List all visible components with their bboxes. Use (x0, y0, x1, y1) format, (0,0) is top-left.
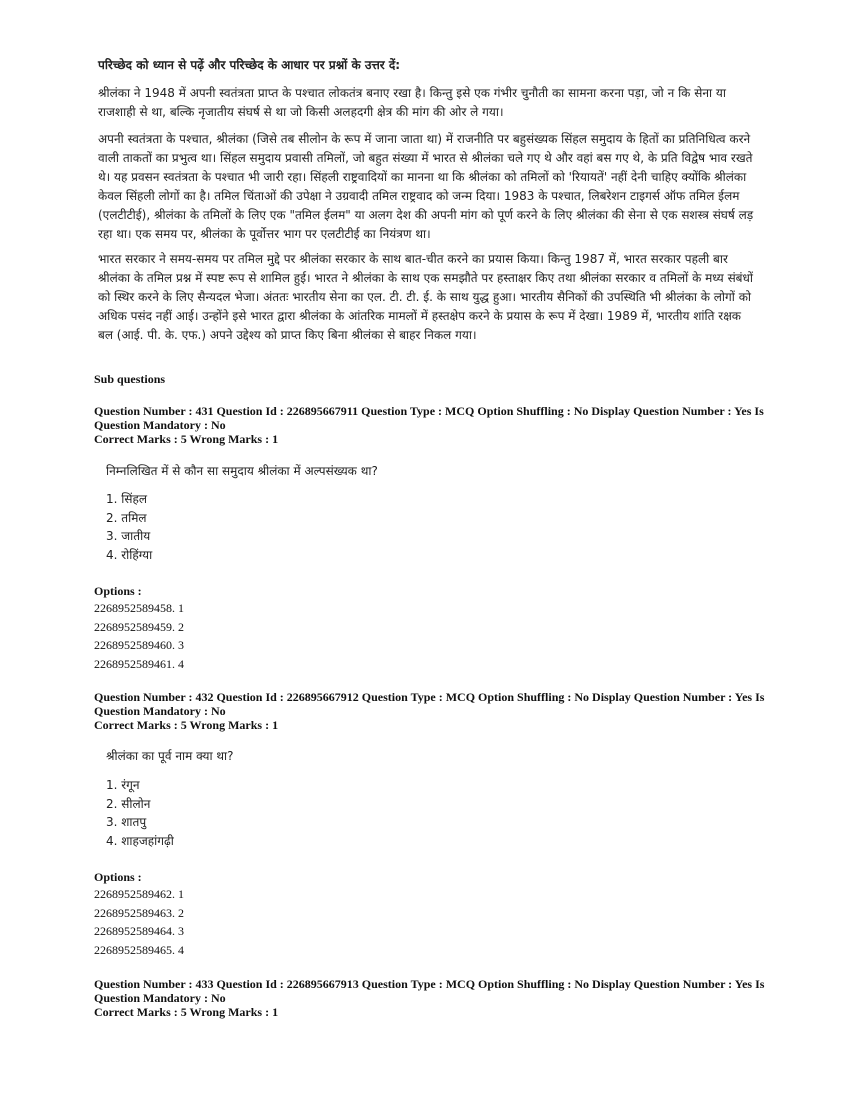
choice-item: 1. रंगून (106, 778, 140, 792)
sub-questions-heading: Sub questions (94, 372, 166, 386)
passage-heading: परिच्छेद को ध्यान से पढ़ें और परिच्छेद के आधार पर प्रश्नों के उत्तर दें: (98, 58, 400, 72)
option-id: 2268952589459. 2 (94, 619, 184, 634)
option-id: 2268952589458. 1 (94, 601, 184, 615)
question-431-meta: Question Number : 431 Question Id : 226895667911 Question Type : MCQ Option Shuffling : No Display Question Number : Yes Is Question Mandatory : No (94, 404, 764, 432)
passage-paragraph-1: श्रीलंका ने 1948 में अपनी स्वतंत्रता प्राप्त के पश्चात लोकतंत्र बनाए रखा है। किन्तु इसे एक गंभीर चुनौती का सामना करना पड़ा, जो न कि सेना या राजशाही से था, बल्कि नृजातीय संघर्ष से था जो किसी अलहदगी क्षेत्र की मांग की ओर ले गया। (98, 86, 726, 119)
question-431-options-label: Options : (94, 584, 142, 598)
question-432-marks: Correct Marks : 5 Wrong Marks : 1 (94, 718, 279, 732)
option-id: 2268952589463. 2 (94, 905, 184, 920)
choice-item: 4. रोहिंग्या (106, 547, 153, 562)
choice-item: 3. जातीय (106, 529, 151, 543)
choice-item: 2. तमिल (106, 510, 147, 525)
question-432-options-label: Options : (94, 870, 142, 884)
choice-item: 4. शाहजहांगढ़ी (106, 833, 174, 848)
question-432-text: श्रीलंका का पूर्व नाम क्या था? (106, 749, 234, 763)
question-432-meta: Question Number : 432 Question Id : 226895667912 Question Type : MCQ Option Shuffling : No Display Question Number : Yes Is Question Mandatory : No (94, 690, 765, 718)
choice-item: 2. सीलोन (106, 796, 151, 811)
option-id: 2268952589460. 3 (94, 638, 184, 652)
question-432-choices (106, 776, 174, 850)
question-431-option-ids (94, 599, 184, 673)
option-id: 2268952589465. 4 (94, 942, 184, 957)
question-433-meta: Question Number : 433 Question Id : 226895667913 Question Type : MCQ Option Shuffling : No Display Question Number : Yes Is Question Mandatory : No (94, 977, 765, 1005)
question-431-choices (106, 490, 152, 564)
option-id: 2268952589462. 1 (94, 887, 184, 901)
passage-paragraph-3: भारत सरकार ने समय-समय पर तमिल मुद्दे पर श्रीलंका सरकार के साथ बात-चीत करने का प्रयास किया। किन्तु 1987 में, भारत सरकार पहली बार श्रीलंका के तमिल प्रश्न में स्पष्ट रूप से शामिल हुई। भारत ने श्रीलंका के साथ एक समझौते पर हस्ताक्षर किए तथा श्रीलंका सरकार व तमिलों के मध्य संबंधों को स्थिर करने के लिए सैन्यदल भेजा। अंततः भारतीय सेना का एल. टी. टी. ई. के साथ युद्ध हुआ। भारतीय सैनिकों की उपस्थिति भी श्रीलंका के लोगों को अधिक पसंद नहीं आई। उन्होंने इसे भारत द्वारा श्रीलंका के आंतरिक मामलों में हस्तक्षेप करने के प्रयास के रूप में देखा। 1989 में, भारतीय शांति रक्षक बल (आई. पी. के. एफ.) अपने उद्देश्य को प्राप्त किए बिना श्रीलंका से बाहर निकल गया। (98, 252, 754, 342)
question-432-option-ids (94, 885, 184, 959)
question-431-text: निम्नलिखित में से कौन सा समुदाय श्रीलंका में अल्पसंख्यक था? (106, 464, 378, 478)
question-431-marks: Correct Marks : 5 Wrong Marks : 1 (94, 432, 279, 446)
choice-item: 3. शातपु (106, 815, 147, 829)
choice-item: 1. सिंहल (106, 492, 147, 506)
passage-paragraph-2: अपनी स्वतंत्रता के पश्चात, श्रीलंका (जिसे तब सीलोन के रूप में जाना जाता था) में राजनीति पर बहुसंख्यक सिंहल समुदाय के हितों का प्रतिनिधित्व करने वाली ताकतों का प्रभुत्व था। सिंहल समुदाय प्रवासी तमिलों, जो बहुत संख्या में भारत से श्रीलंका चले गए थे और वहां बस गए थे, के प्रति विद्वेष भाव रखते थे। यह प्रवसन स्वतंत्रता के पश्चात भी जारी रहा। सिंहली राष्ट्रवादियों का मानना था कि श्रीलंका को तमिलों को 'रियायतें' नहीं देनी चाहिए क्योंकि श्रीलंका केवल सिंहली लोगों का है। तमिल चिंताओं की उपेक्षा ने उग्रवादी तमिल राष्ट्रवाद को जन्म दिया। 1983 के पश्चात, लिबरेशन टाइगर्स ऑफ तमिल ईलम (एलटीटीई), श्रीलंका के तमिलों के लिए एक "तमिल ईलम" या अलग देश की अपनी मांग को पूर्ण करने के लिए श्रीलंका की सेना से एक सशस्त्र संघर्ष लड़ रहा था। एक समय पर, श्रीलंका के पूर्वोत्तर भाग पर एलटीटीई का नियंत्रण था। (98, 132, 754, 241)
option-id: 2268952589461. 4 (94, 656, 184, 671)
option-id: 2268952589464. 3 (94, 924, 184, 938)
question-433-marks: Correct Marks : 5 Wrong Marks : 1 (94, 1005, 279, 1019)
